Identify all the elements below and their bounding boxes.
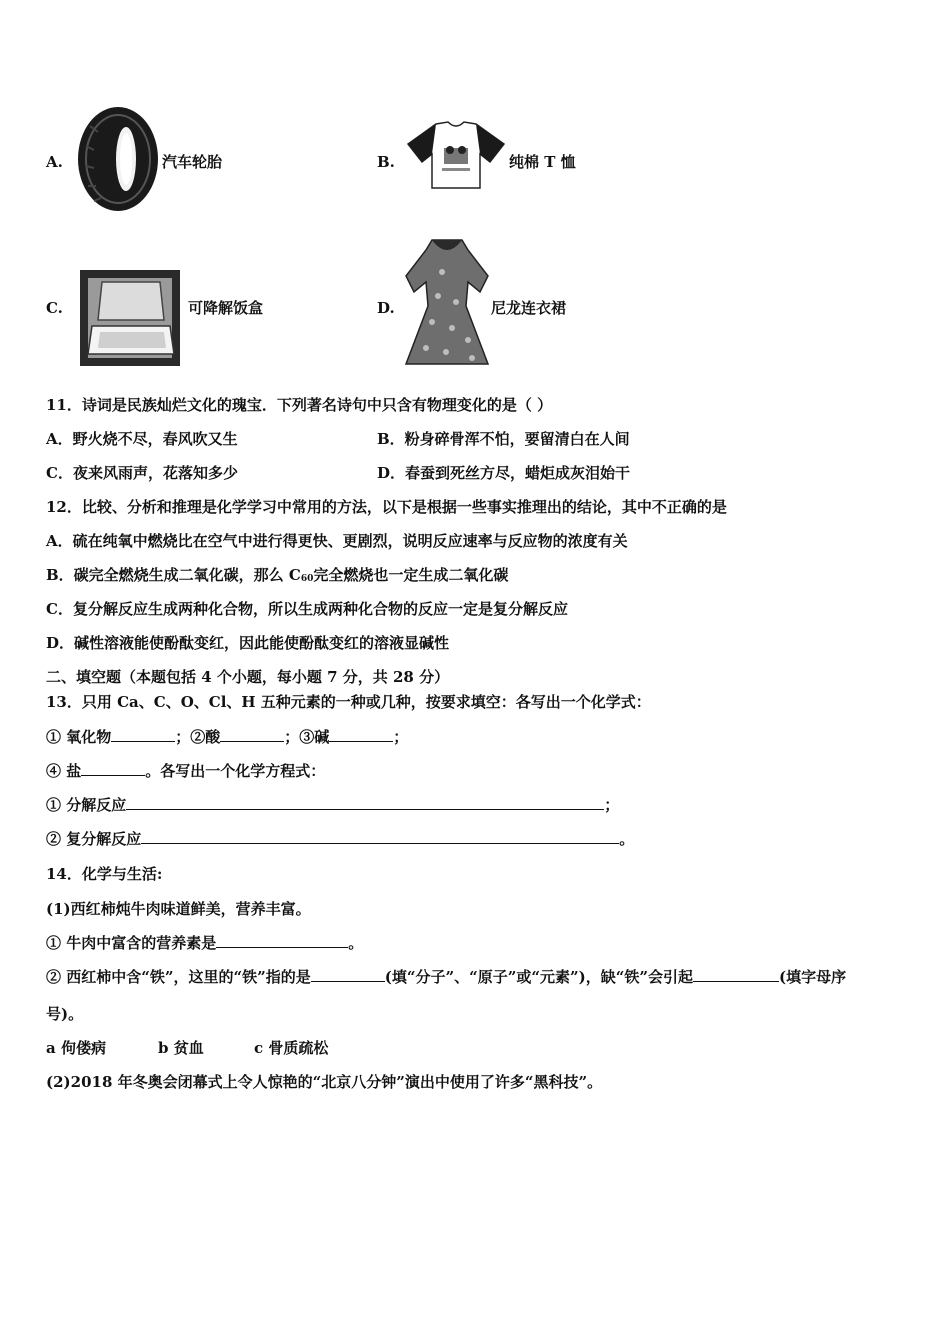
q11-option-b: B．粉身碎骨浑不怕，要留清白在人间 xyxy=(377,430,630,448)
q12-stem: 12．比较、分析和推理是化学学习中常用的方法，以下是根据一些事实推理出的结论，其中不正确的是 xyxy=(46,498,727,516)
q14-choice-b: b 贫血 xyxy=(158,1039,204,1057)
option-d-label: 尼龙连衣裙 xyxy=(491,299,567,317)
salt-blank[interactable] xyxy=(81,761,145,776)
q13-oxide-label: ① 氧化物 xyxy=(46,728,112,746)
option-c-label: 可降解饭盒 xyxy=(188,299,264,317)
q14-part2: (2)2018 年冬奥会闭幕式上令人惊艳的“北京八分钟”演出中使用了许多“黑科技”。 xyxy=(46,1073,603,1091)
q14-iron-cont: 号)。 xyxy=(46,1005,84,1023)
q12-option-b xyxy=(46,565,508,589)
q14-part1: (1)西红柿炖牛肉味道鲜美，营养丰富。 xyxy=(46,900,311,918)
q11-option-c: C．夜来风雨声，花落知多少 xyxy=(46,464,238,482)
tire-icon xyxy=(76,106,160,212)
double-decomposition-blank[interactable] xyxy=(141,829,619,844)
q14-iron-pre: ② 西红柿中含“铁”，这里的“铁”指的是 xyxy=(46,968,311,986)
q13-line1-end: ； xyxy=(393,728,409,746)
q12-option-b-sub: 60 xyxy=(300,574,314,584)
q12-option-c: C．复分解反应生成两种化合物，所以生成两种化合物的反应一定是复分解反应 xyxy=(46,600,568,618)
iron-disease-blank[interactable] xyxy=(693,967,779,982)
q13-decomp-end: ； xyxy=(604,796,620,814)
option-a-letter: A. xyxy=(46,153,63,171)
q14-nutrient-label: ① 牛肉中富含的营养素是 xyxy=(46,934,217,952)
oxide-blank[interactable] xyxy=(111,727,175,742)
iron-type-blank[interactable] xyxy=(311,967,385,982)
option-b-letter: B. xyxy=(377,153,395,171)
q13-salt-label: ④ 盐 xyxy=(46,762,82,780)
option-a-label: 汽车轮胎 xyxy=(162,153,223,171)
q12-option-b-post: 完全燃烧也一定生成二氧化碳 xyxy=(313,566,509,584)
dress-icon xyxy=(402,236,492,370)
q12-option-b-pre: B．碳完全燃烧生成二氧化碳，那么 C xyxy=(46,566,301,584)
option-d-letter: D. xyxy=(377,299,395,317)
nutrient-blank[interactable] xyxy=(216,933,348,948)
q13-base-label: ；③碱 xyxy=(284,728,330,746)
decomposition-blank[interactable] xyxy=(126,795,604,810)
q13-line2 xyxy=(46,761,325,781)
q13-line1 xyxy=(46,727,408,747)
acid-blank[interactable] xyxy=(220,727,284,742)
q12-option-d: D．碱性溶液能使酚酞变红，因此能使酚酞变红的溶液显碱性 xyxy=(46,634,450,652)
option-b-label: 纯棉 T 恤 xyxy=(509,153,576,171)
q14-iron-mid: (填“分子”、“原子”或“元素”)，缺“铁”会引起 xyxy=(384,968,693,986)
q13-double-end: 。 xyxy=(619,830,635,848)
q13-decomp-label: ① 分解反应 xyxy=(46,796,127,814)
q14-line-iron xyxy=(46,967,846,987)
section-title: 二、填空题（本题包括 4 个小题，每小题 7 分，共 28 分） xyxy=(46,668,450,686)
q11-stem: 11．诗词是民族灿烂文化的瑰宝．下列著名诗句中只含有物理变化的是（ ） xyxy=(46,396,553,414)
q14-choice-a: a 佝偻病 xyxy=(46,1039,106,1057)
q13-line3 xyxy=(46,795,619,815)
q13-double-label: ② 复分解反应 xyxy=(46,830,142,848)
q14-stem: 14．化学与生活: xyxy=(46,865,163,883)
q12-option-a: A．硫在纯氧中燃烧比在空气中进行得更快、更剧烈，说明反应速率与反应物的浓度有关 xyxy=(46,532,628,550)
lunchbox-icon xyxy=(80,270,180,366)
q14-iron-post: (填字母序 xyxy=(778,968,847,986)
q13-salt-after: 。各写出一个化学方程式： xyxy=(145,762,326,780)
q14-nutrient-end: 。 xyxy=(348,934,364,952)
q13-acid-label: ；②酸 xyxy=(175,728,221,746)
option-c-letter: C. xyxy=(46,299,63,317)
q11-option-d: D．春蚕到死丝方尽，蜡炬成灰泪始干 xyxy=(377,464,631,482)
base-blank[interactable] xyxy=(329,727,393,742)
q14-choice-c: c 骨质疏松 xyxy=(254,1039,329,1057)
q13-stem: 13．只用 Ca、C、O、Cl、H 五种元素的一种或几种，按要求填空：各写出一个化学式： xyxy=(46,693,651,711)
q13-line4 xyxy=(46,829,634,849)
tshirt-icon xyxy=(406,120,506,190)
q14-line-nutrient xyxy=(46,933,363,953)
q11-option-a: A．野火烧不尽，春风吹又生 xyxy=(46,430,238,448)
